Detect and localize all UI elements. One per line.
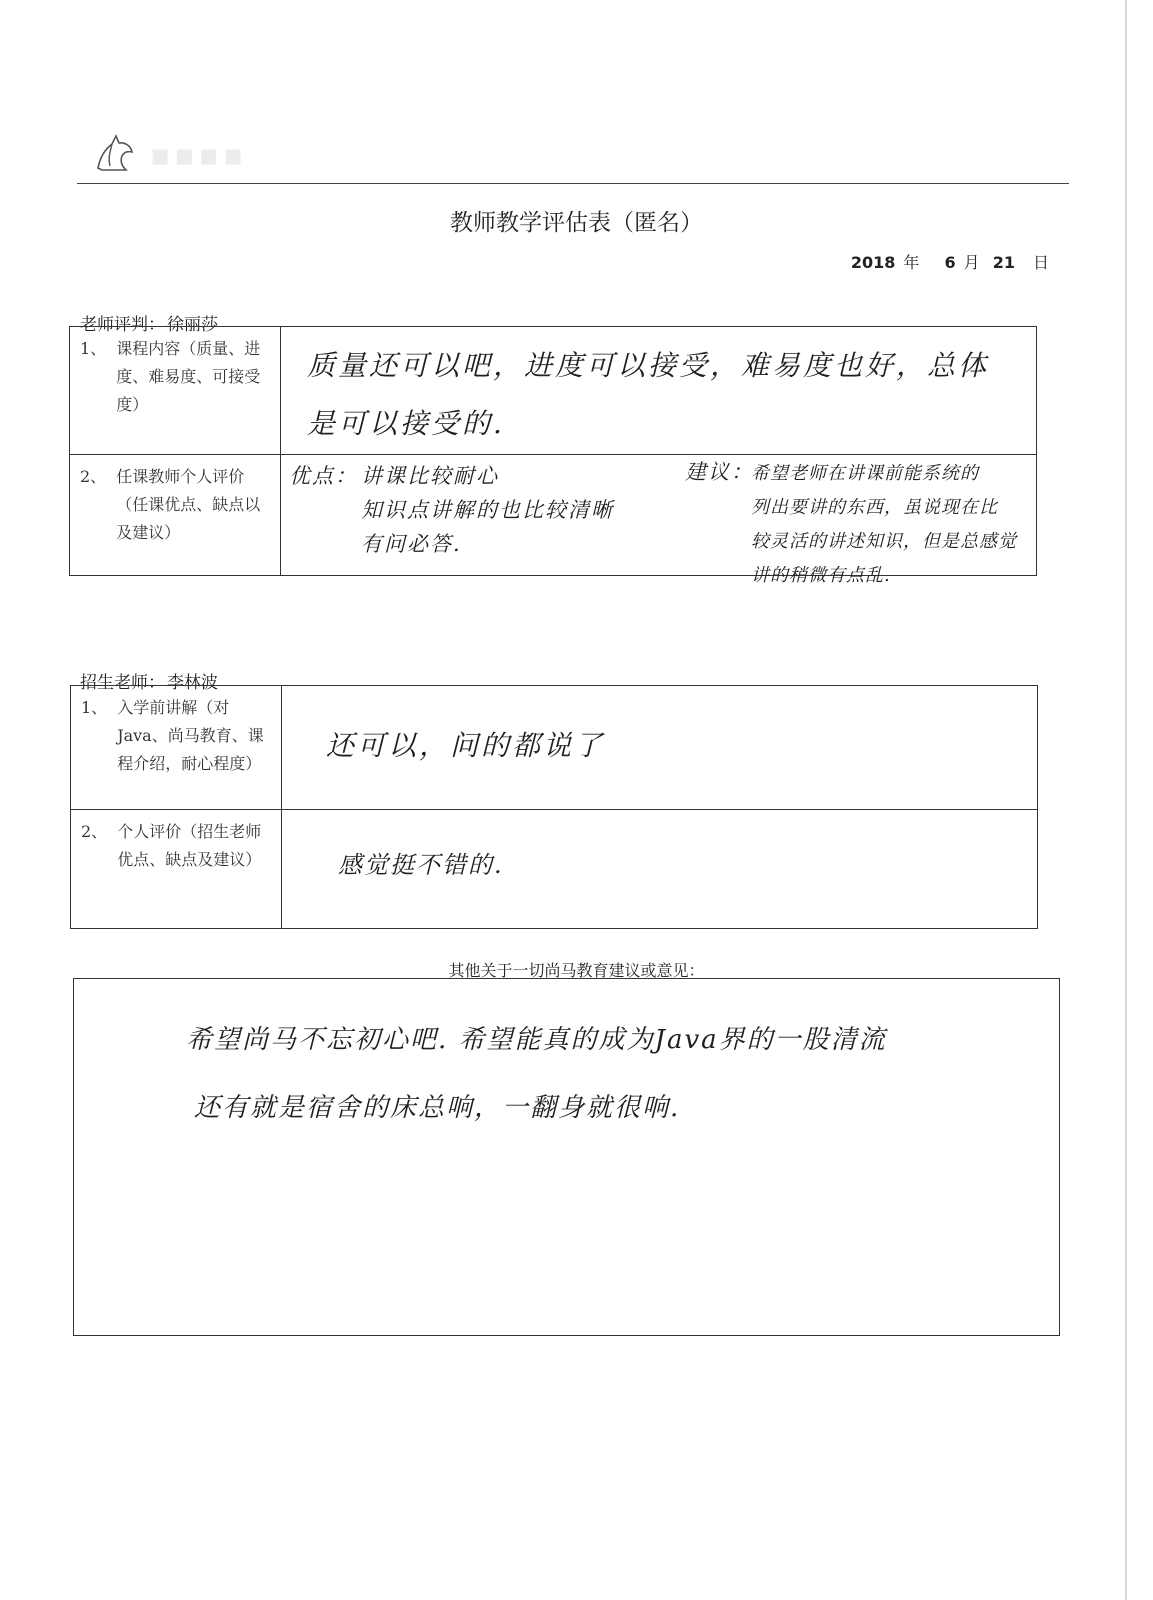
date-line: [843, 250, 1049, 273]
suggest-line: 列出要讲的东西，虽说现在比: [751, 497, 998, 518]
suggest-line: 较灵活的讲述知识，但是总感觉: [751, 531, 1017, 552]
enroll-q1-text: 入学前讲解（对Java、尚马教育、课程介绍，耐心程度）: [117, 698, 264, 773]
teacher-q1-num: 1、: [80, 339, 107, 358]
teacher-q1-answer: 质量还可以吧，进度可以接受，难易度也好，总体是可以接受的.: [307, 349, 990, 440]
enroll-q2-num: 2、: [81, 822, 108, 841]
other-comments-title: 其他关于一切尚马教育建议或意见：: [448, 961, 705, 980]
enroll-q1-answer-cell: [282, 686, 1038, 810]
comment-line: 希望尚马不忘初心吧. 希望能真的成为Java界的一股清流: [186, 1025, 887, 1055]
enroll-q1-question: [71, 686, 282, 810]
teacher-q2-num: 2、: [80, 467, 107, 486]
header-rule: [77, 183, 1069, 184]
comment-line: 还有就是宿舍的床总响，一翻身就很响.: [194, 1093, 681, 1123]
suggest-text: [751, 457, 1041, 593]
suggest-line: 讲的稍微有点乱.: [751, 565, 891, 586]
enroll-q1-num: 1、: [81, 698, 108, 717]
enroll-label: 招生老师：: [80, 673, 165, 693]
enroll-name: 李林波: [167, 673, 218, 693]
enroll-q1-row: [71, 686, 1038, 810]
suggest-line: 希望老师在讲课前能系统的: [751, 463, 979, 484]
date-day: 21: [992, 253, 1015, 272]
enroll-q2-row: [71, 810, 1038, 929]
suggest-label: 建议：: [685, 460, 754, 484]
enroll-eval-table: [70, 685, 1038, 929]
date-month-unit: 月: [963, 253, 980, 272]
pros-line: 知识点讲解的也比较清晰: [361, 498, 614, 522]
page-edge: [1125, 0, 1127, 1600]
date-year: 2018: [850, 253, 896, 272]
pros-line: 有问必答.: [361, 532, 462, 556]
form-title: 教师教学评估表（匿名）: [450, 210, 703, 236]
enroll-q2-question: [71, 810, 282, 929]
teacher-q1-question: [70, 327, 281, 455]
logo-watermark: ▪▪▪▪: [150, 138, 248, 173]
date-day-unit: 日: [1032, 253, 1049, 272]
teacher-eval-table: [69, 326, 1037, 586]
enroll-q2-answer: 感觉挺不错的.: [338, 851, 504, 879]
enroll-q2-text: 个人评价（招生老师优点、缺点及建议）: [117, 822, 262, 869]
teacher-q2-answer-cell: [281, 455, 1037, 586]
date-year-unit: 年: [903, 253, 920, 272]
enroll-q1-answer: 还可以，问的都说了: [326, 729, 606, 762]
teacher-q1-row: [70, 327, 1037, 455]
other-comments-box: [73, 978, 1060, 1336]
teacher-label: 老师评判：: [80, 315, 165, 335]
date-month: 6: [944, 253, 956, 272]
teacher-q1-answer-cell: [281, 327, 1037, 455]
pros-label: 优点：: [289, 464, 358, 488]
pros-line: 讲课比较耐心: [361, 464, 499, 488]
teacher-q2-row: [70, 455, 1037, 576]
enroll-q2-answer-cell: [282, 810, 1038, 929]
teacher-q2-text: 任课教师个人评价（任课优点、缺点以及建议）: [116, 467, 261, 542]
teacher-q2-question: [70, 455, 281, 576]
teacher-name: 徐丽莎: [167, 315, 218, 335]
horse-logo-icon: [92, 128, 140, 176]
teacher-q1-text: 课程内容（质量、进度、难易度、可接受度）: [116, 339, 261, 414]
